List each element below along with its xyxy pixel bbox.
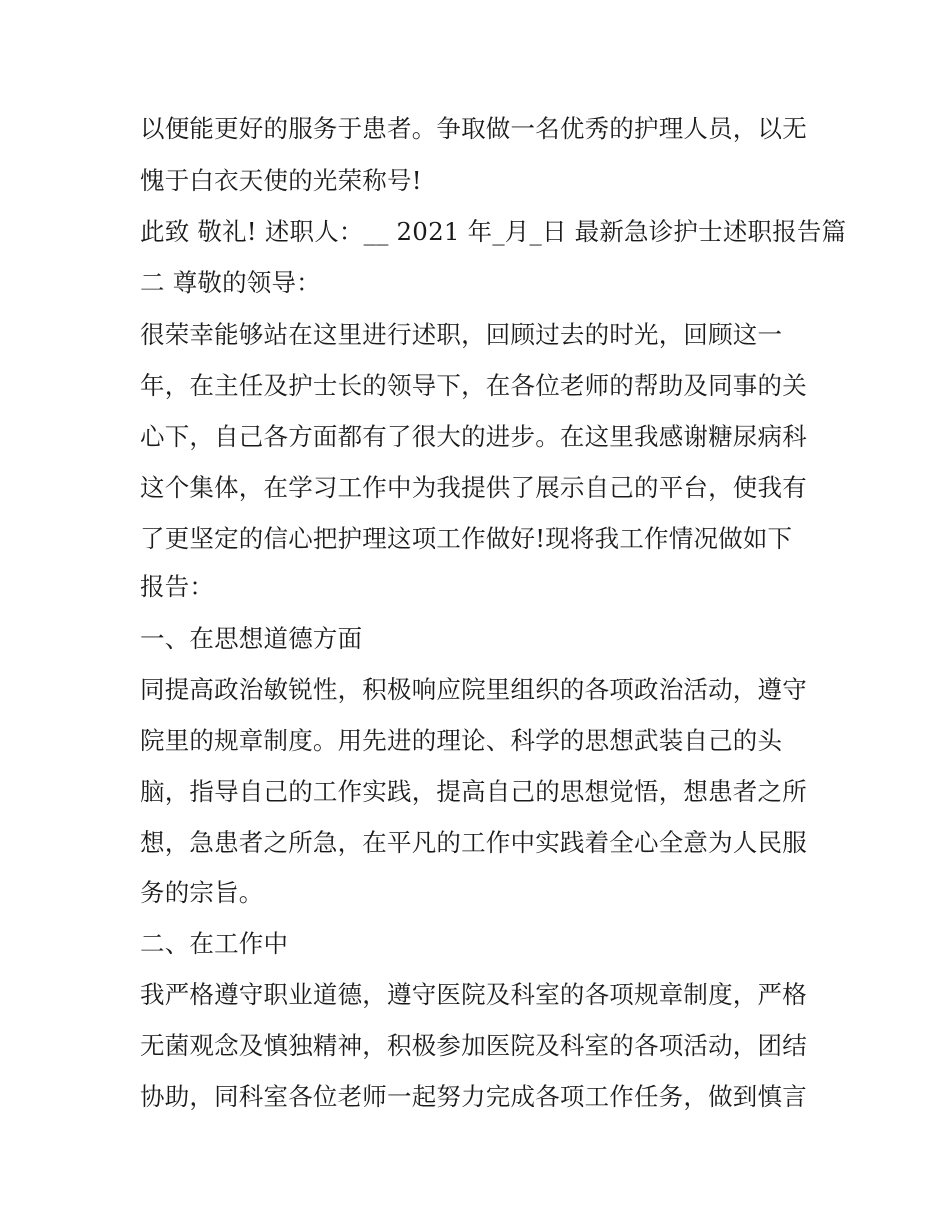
- text-line: 这个集体，在学习工作中为我提供了展示自己的平台，使我有: [140, 473, 807, 502]
- text-line: 院里的规章制度。用先进的理论、科学的思想武装自己的头: [140, 726, 783, 755]
- section-heading: 一、在思想道德方面: [140, 624, 363, 653]
- text-line: 二 尊敬的领导：: [140, 268, 321, 297]
- section-heading: 二、在工作中: [140, 929, 289, 958]
- text-line: 同提高政治敏锐性，积极响应院里组织的各项政治活动，遵守: [140, 675, 807, 704]
- text-line: 脑，指导自己的工作实践，提高自己的思想觉悟，想患者之所: [140, 777, 807, 806]
- text-line: 务的宗旨。: [140, 878, 264, 907]
- text-line: 想，急患者之所急，在平凡的工作中实践着全心全意为人民服: [140, 828, 807, 857]
- text-line: 年，在主任及护士长的领导下，在各位老师的帮助及同事的关: [140, 371, 807, 400]
- text-line: 报告：: [140, 572, 215, 601]
- text-line: 我严格遵守职业道德，遵守医院及科室的各项规章制度，严格: [140, 980, 807, 1009]
- text-line: 无菌观念及慎独精神，积极参加医院及科室的各项活动，团结: [140, 1031, 807, 1060]
- text-line: 愧于白衣天使的光荣称号!: [140, 166, 422, 195]
- text-line: 以便能更好的服务于患者。争取做一名优秀的护理人员，以无: [140, 114, 807, 143]
- text-line: 心下，自己各方面都有了很大的进步。在这里我感谢糖尿病科: [140, 422, 807, 451]
- text-line: 了更坚定的信心把护理这项工作做好!现将我工作情况做如下: [140, 524, 793, 553]
- text-line: 很荣幸能够站在这里进行述职，回顾过去的时光，回顾这一: [140, 320, 783, 349]
- text-line: 此致 敬礼! 述职人：__ 2021 年_月_日 最新急诊护士述职报告篇: [140, 217, 847, 246]
- text-line: 协助，同科室各位老师一起努力完成各项工作任务，做到慎言: [140, 1082, 807, 1111]
